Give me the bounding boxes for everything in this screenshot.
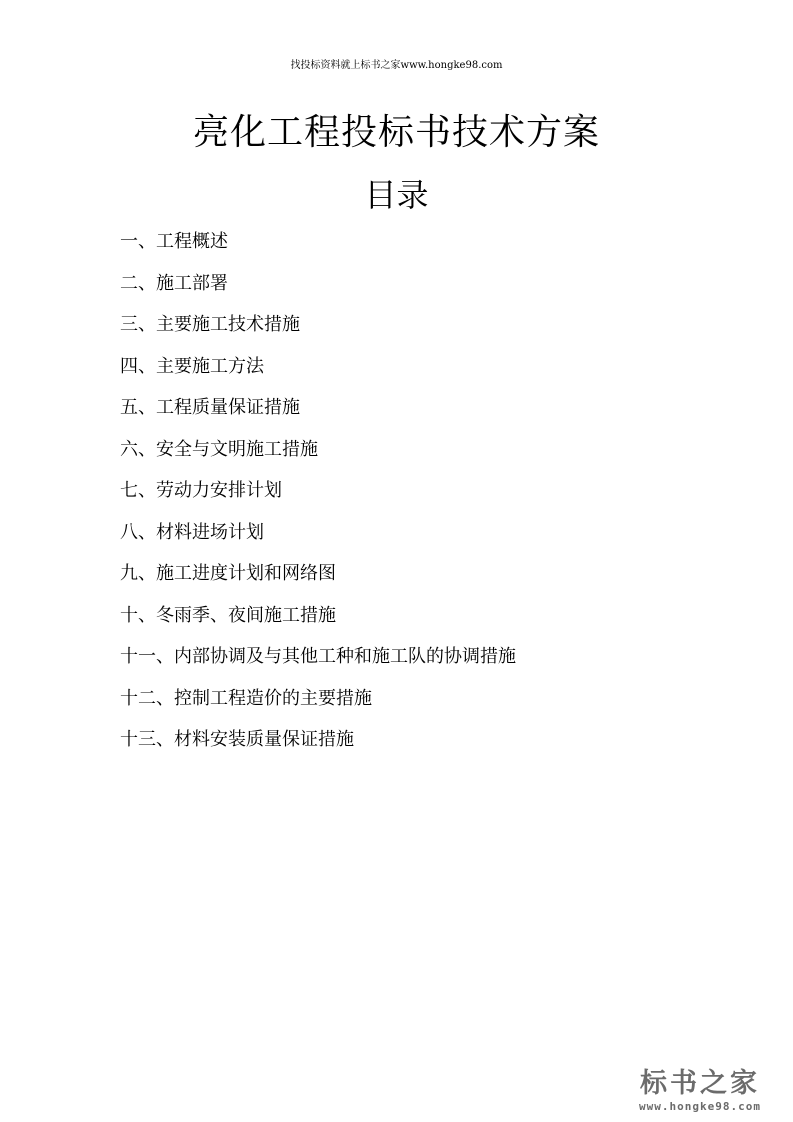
toc-item: 八、材料进场计划: [120, 521, 264, 543]
toc-item: 二、施工部署: [120, 272, 228, 294]
toc-item: 一、工程概述: [120, 231, 228, 252]
brand-url: www.hongke98.com: [639, 1100, 761, 1113]
toc-item: 十一、内部协调及与其他工种和施工队的协调措施: [120, 646, 516, 667]
toc-item: 九、施工进度计划和网络图: [120, 563, 336, 584]
toc-item: 五、工程质量保证措施: [120, 397, 300, 418]
toc-item: 四、主要施工方法: [120, 355, 264, 377]
page-header: 找投标资料就上标书之家www.hongke98.com: [290, 60, 503, 71]
brand-watermark-logo: [625, 1068, 775, 1114]
table-of-contents: [120, 229, 516, 769]
toc-heading: 目录: [364, 176, 429, 214]
document-title: 亮化工程投标书技术方案: [192, 112, 600, 153]
toc-item: 六、安全与文明施工措施: [120, 438, 318, 460]
toc-item: 三、主要施工技术措施: [120, 314, 300, 335]
brand-name: 标书之家: [640, 1068, 760, 1099]
toc-item: 十二、控制工程造价的主要措施: [120, 687, 372, 709]
toc-item: 十三、材料安装质量保证措施: [120, 729, 354, 750]
toc-item: 十、冬雨季、夜间施工措施: [120, 604, 336, 626]
toc-item: 七、劳动力安排计划: [120, 480, 282, 501]
